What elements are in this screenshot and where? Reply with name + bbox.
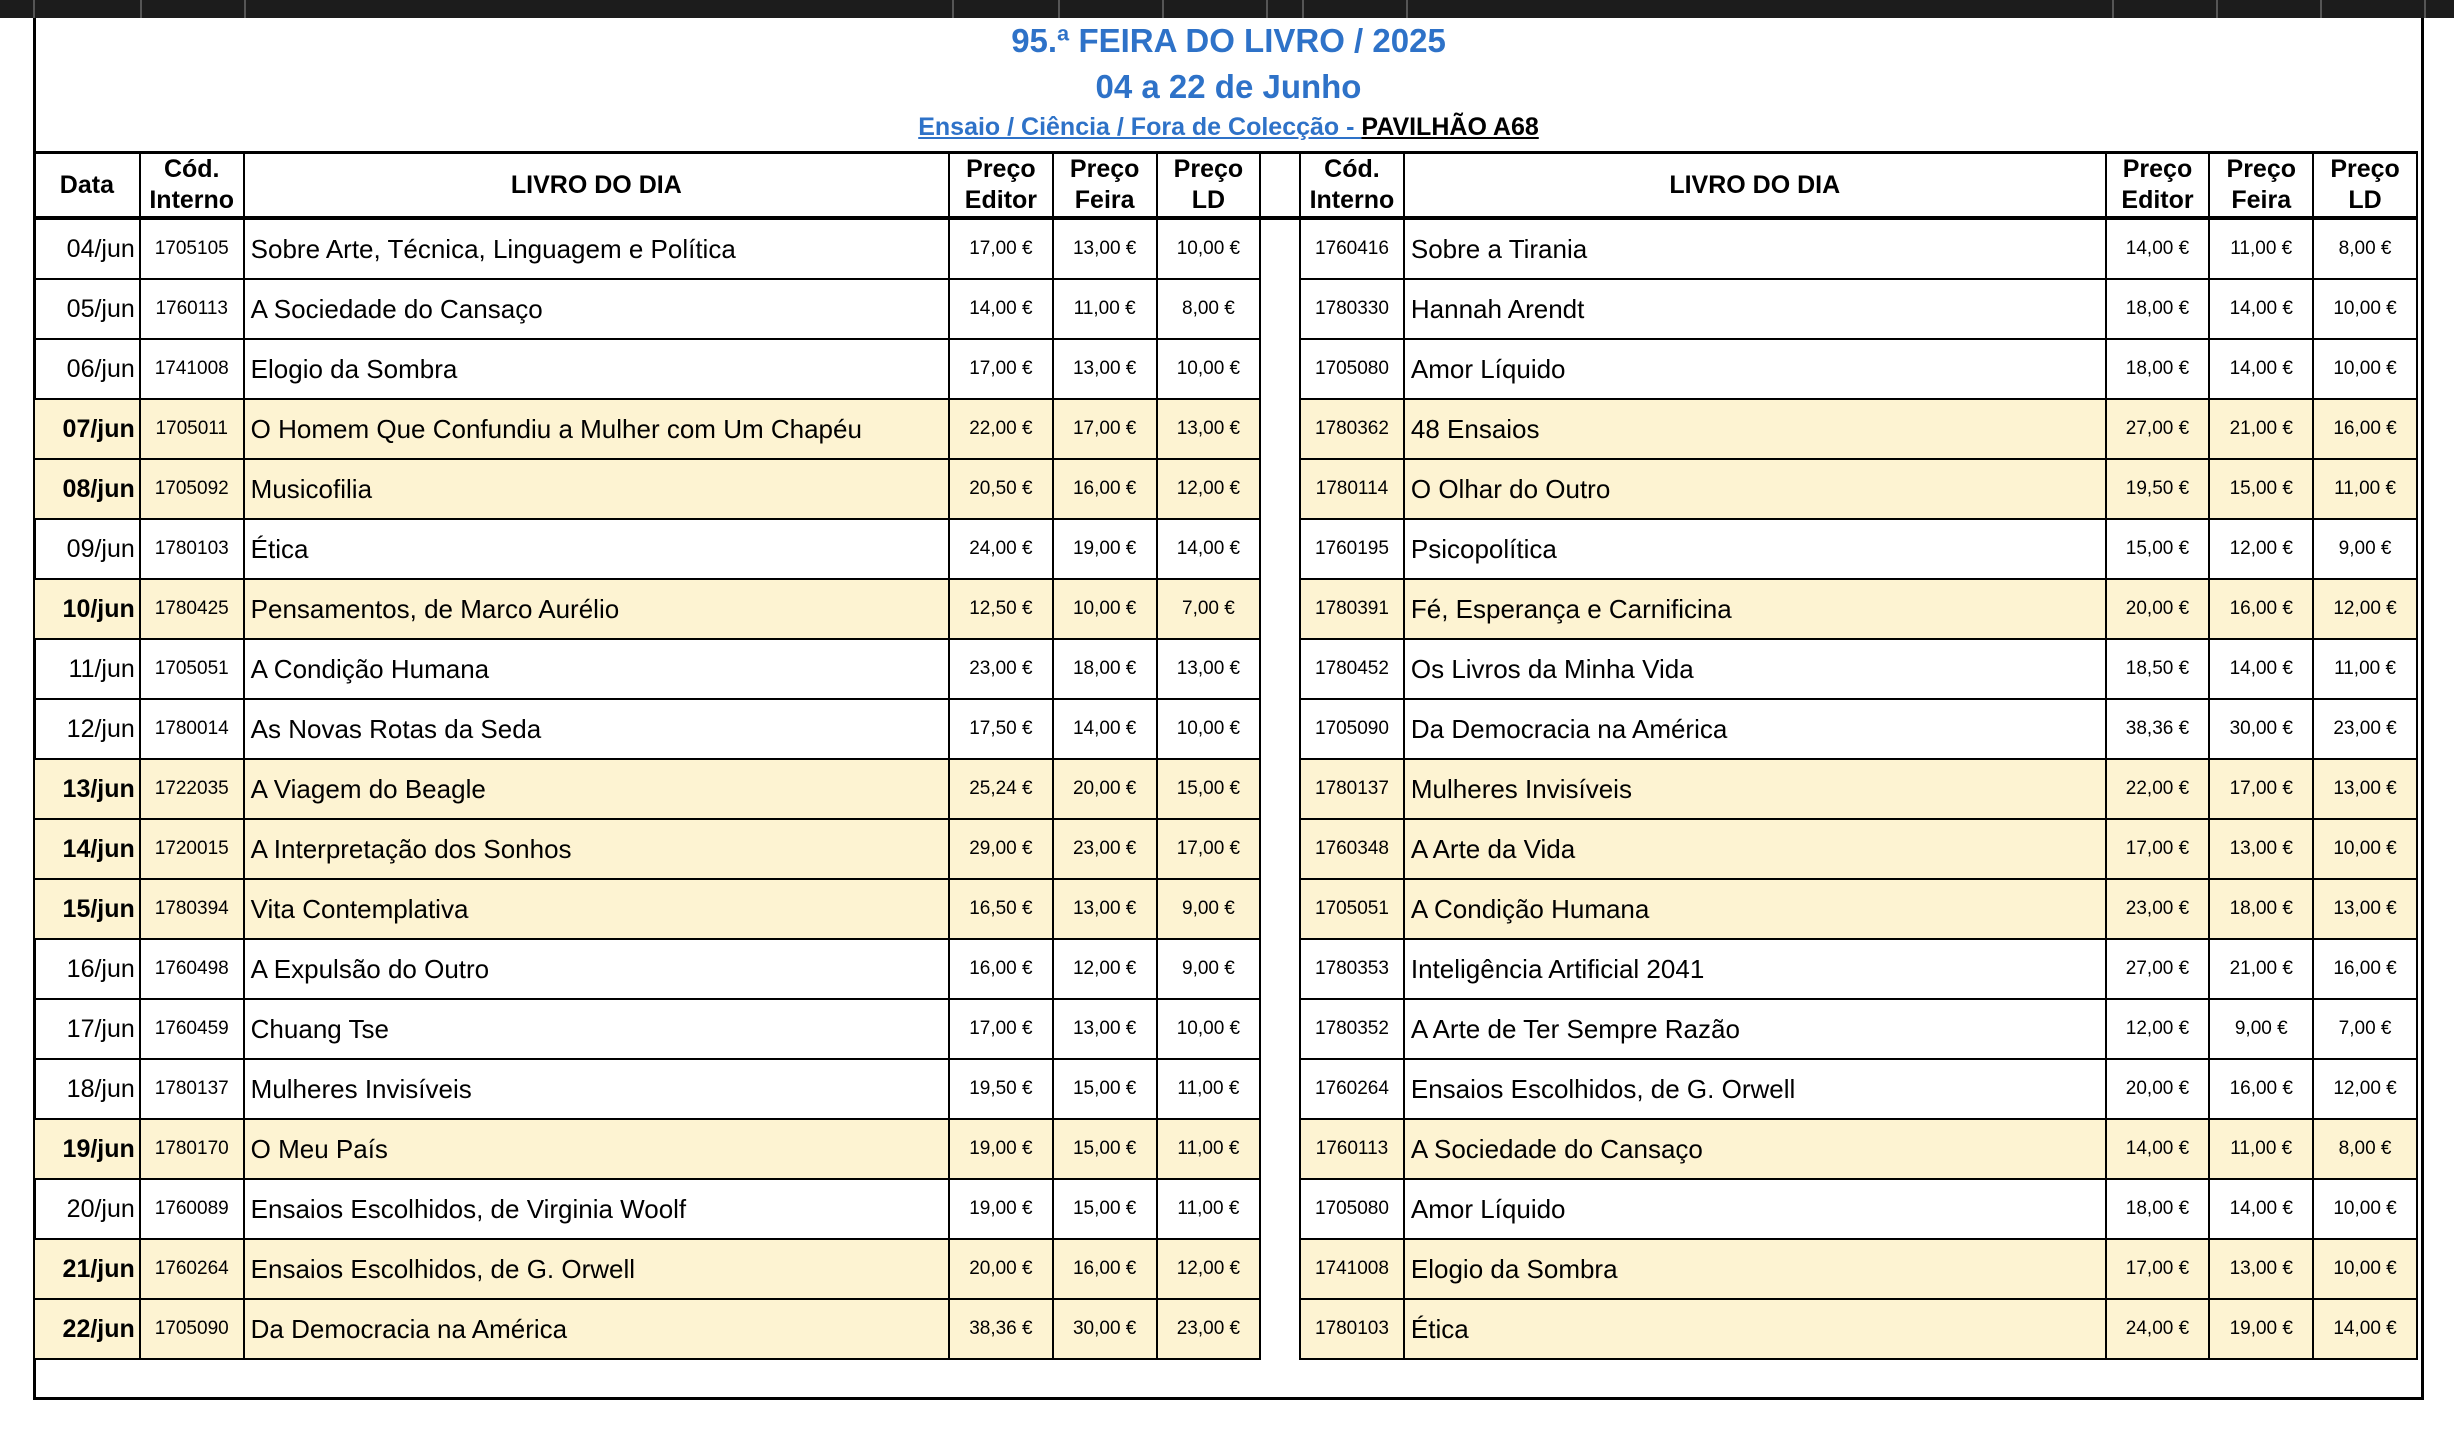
- fair-price-cell: 14,00 €: [2209, 1179, 2313, 1239]
- code-cell: 1741008: [140, 339, 244, 399]
- ld-price-cell: 14,00 €: [1157, 519, 1261, 579]
- ld-price-cell: 10,00 €: [2313, 819, 2417, 879]
- ld-price-cell: 12,00 €: [2313, 1059, 2417, 1119]
- editor-price-cell: 23,00 €: [2106, 879, 2210, 939]
- ld-price-cell: 11,00 €: [1157, 1119, 1261, 1179]
- book-title-cell: Da Democracia na América: [244, 1299, 949, 1359]
- col-book: LIVRO DO DIA: [244, 153, 949, 219]
- code-cell: 1705080: [1300, 339, 1404, 399]
- gap-cell: [1260, 459, 1300, 519]
- code-cell: 1760264: [1300, 1059, 1404, 1119]
- fair-price-cell: 17,00 €: [1053, 399, 1157, 459]
- gap-cell: [1260, 218, 1300, 279]
- column-divider-tick: [1162, 0, 1164, 18]
- ld-price-cell: 23,00 €: [2313, 699, 2417, 759]
- table-row: [34, 1059, 2417, 1119]
- code-cell: 1780362: [1300, 399, 1404, 459]
- table-row: [34, 759, 2417, 819]
- book-title-cell: Musicofilia: [244, 459, 949, 519]
- fair-price-cell: 18,00 €: [2209, 879, 2313, 939]
- fair-price-cell: 11,00 €: [1053, 279, 1157, 339]
- editor-price-cell: 18,00 €: [2106, 1179, 2210, 1239]
- book-title-cell: A Arte da Vida: [1404, 819, 2106, 879]
- ld-price-cell: 9,00 €: [1157, 939, 1261, 999]
- ld-price-cell: 8,00 €: [1157, 279, 1261, 339]
- book-title-cell: Sobre a Tirania: [1404, 218, 2106, 279]
- editor-price-cell: 23,00 €: [949, 639, 1053, 699]
- table-body: [34, 218, 2417, 1359]
- fair-price-cell: 30,00 €: [2209, 699, 2313, 759]
- fair-price-cell: 13,00 €: [1053, 999, 1157, 1059]
- fair-price-cell: 12,00 €: [1053, 939, 1157, 999]
- code-cell: 1705105: [140, 218, 244, 279]
- code-cell: 1705051: [1300, 879, 1404, 939]
- fair-price-cell: 15,00 €: [1053, 1179, 1157, 1239]
- gap-cell: [1260, 879, 1300, 939]
- col-code: Cód. Interno: [140, 153, 244, 219]
- ld-price-cell: 13,00 €: [1157, 639, 1261, 699]
- fair-title: 95.ª FEIRA DO LIVRO / 2025: [1011, 22, 1446, 59]
- ld-price-cell: 11,00 €: [2313, 459, 2417, 519]
- editor-price-cell: 14,00 €: [2106, 218, 2210, 279]
- code-cell: 1705011: [140, 399, 244, 459]
- editor-price-cell: 38,36 €: [2106, 699, 2210, 759]
- column-divider-tick: [2320, 0, 2322, 18]
- date-cell: 09/jun: [34, 519, 140, 579]
- book-title-cell: A Arte de Ter Sempre Razão: [1404, 999, 2106, 1059]
- editor-price-cell: 19,00 €: [949, 1179, 1053, 1239]
- code-cell: 1780137: [1300, 759, 1404, 819]
- spreadsheet-top-bar: [0, 0, 2454, 18]
- date-cell: 11/jun: [34, 639, 140, 699]
- fair-price-cell: 11,00 €: [2209, 218, 2313, 279]
- book-title-cell: Elogio da Sombra: [244, 339, 949, 399]
- ld-price-cell: 13,00 €: [2313, 879, 2417, 939]
- table-row: [34, 819, 2417, 879]
- fair-price-cell: 13,00 €: [2209, 819, 2313, 879]
- code-cell: 1780353: [1300, 939, 1404, 999]
- table-row: [34, 1299, 2417, 1359]
- book-title-cell: A Sociedade do Cansaço: [244, 279, 949, 339]
- fair-price-cell: 12,00 €: [2209, 519, 2313, 579]
- code-cell: 1780352: [1300, 999, 1404, 1059]
- table-row: [34, 879, 2417, 939]
- table-row: [34, 999, 2417, 1059]
- editor-price-cell: 17,00 €: [949, 339, 1053, 399]
- code-cell: 1722035: [140, 759, 244, 819]
- ld-price-cell: 16,00 €: [2313, 939, 2417, 999]
- code-cell: 1760498: [140, 939, 244, 999]
- ld-price-cell: 10,00 €: [2313, 1179, 2417, 1239]
- ld-price-cell: 12,00 €: [2313, 579, 2417, 639]
- editor-price-cell: 14,00 €: [949, 279, 1053, 339]
- book-title-cell: Ética: [1404, 1299, 2106, 1359]
- ld-price-cell: 11,00 €: [1157, 1179, 1261, 1239]
- col-gap: [1260, 153, 1300, 219]
- book-title-cell: Elogio da Sombra: [1404, 1239, 2106, 1299]
- book-title-cell: Os Livros da Minha Vida: [1404, 639, 2106, 699]
- col-fair-price: Preço Feira: [1053, 153, 1157, 219]
- date-cell: 22/jun: [34, 1299, 140, 1359]
- ld-price-cell: 11,00 €: [2313, 639, 2417, 699]
- ld-price-cell: 10,00 €: [1157, 218, 1261, 279]
- date-cell: 14/jun: [34, 819, 140, 879]
- editor-price-cell: 19,00 €: [949, 1119, 1053, 1179]
- code-cell: 1780103: [140, 519, 244, 579]
- column-divider-tick: [2216, 0, 2218, 18]
- ld-price-cell: 9,00 €: [2313, 519, 2417, 579]
- gap-cell: [1260, 699, 1300, 759]
- date-cell: 10/jun: [34, 579, 140, 639]
- gap-cell: [1260, 1239, 1300, 1299]
- fair-price-cell: 9,00 €: [2209, 999, 2313, 1059]
- category-line: [36, 113, 2421, 142]
- date-cell: 05/jun: [34, 279, 140, 339]
- editor-price-cell: 17,00 €: [2106, 1239, 2210, 1299]
- fair-price-cell: 13,00 €: [1053, 339, 1157, 399]
- col-ld-price-2: Preço LD: [2313, 153, 2417, 219]
- fair-price-cell: 15,00 €: [1053, 1119, 1157, 1179]
- code-cell: 1720015: [140, 819, 244, 879]
- gap-cell: [1260, 759, 1300, 819]
- fair-price-cell: 14,00 €: [1053, 699, 1157, 759]
- code-cell: 1760113: [1300, 1119, 1404, 1179]
- book-title-cell: Mulheres Invisíveis: [244, 1059, 949, 1119]
- ld-price-cell: 14,00 €: [2313, 1299, 2417, 1359]
- date-cell: 08/jun: [34, 459, 140, 519]
- col-editor-price: Preço Editor: [949, 153, 1053, 219]
- table-row: [34, 1239, 2417, 1299]
- gap-cell: [1260, 1299, 1300, 1359]
- book-title-cell: Inteligência Artificial 2041: [1404, 939, 2106, 999]
- fair-price-cell: 19,00 €: [1053, 519, 1157, 579]
- code-cell: 1705090: [140, 1299, 244, 1359]
- fair-price-cell: 15,00 €: [1053, 1059, 1157, 1119]
- code-cell: 1780114: [1300, 459, 1404, 519]
- book-title-cell: A Viagem do Beagle: [244, 759, 949, 819]
- editor-price-cell: 15,00 €: [2106, 519, 2210, 579]
- column-divider-tick: [1058, 0, 1060, 18]
- ld-price-cell: 10,00 €: [1157, 699, 1261, 759]
- editor-price-cell: 12,00 €: [2106, 999, 2210, 1059]
- category-label: Ensaio / Ciência / Fora de Colecção -: [918, 113, 1362, 141]
- editor-price-cell: 27,00 €: [2106, 939, 2210, 999]
- date-cell: 21/jun: [34, 1239, 140, 1299]
- editor-price-cell: 19,50 €: [2106, 459, 2210, 519]
- editor-price-cell: 20,00 €: [2106, 579, 2210, 639]
- table-header-row: [34, 153, 2417, 219]
- book-title-cell: Ensaios Escolhidos, de G. Orwell: [244, 1239, 949, 1299]
- fair-price-cell: 21,00 €: [2209, 399, 2313, 459]
- ld-price-cell: 11,00 €: [1157, 1059, 1261, 1119]
- book-title-cell: Ética: [244, 519, 949, 579]
- book-title-cell: A Expulsão do Outro: [244, 939, 949, 999]
- ld-price-cell: 10,00 €: [2313, 339, 2417, 399]
- book-title-cell: Amor Líquido: [1404, 1179, 2106, 1239]
- fair-price-cell: 13,00 €: [1053, 879, 1157, 939]
- book-title-cell: Mulheres Invisíveis: [1404, 759, 2106, 819]
- date-cell: 18/jun: [34, 1059, 140, 1119]
- book-title-cell: Ensaios Escolhidos, de G. Orwell: [1404, 1059, 2106, 1119]
- table-row: [34, 519, 2417, 579]
- date-cell: 20/jun: [34, 1179, 140, 1239]
- gap-cell: [1260, 1179, 1300, 1239]
- gap-cell: [1260, 399, 1300, 459]
- book-title-cell: Amor Líquido: [1404, 339, 2106, 399]
- fair-price-cell: 13,00 €: [2209, 1239, 2313, 1299]
- date-cell: 17/jun: [34, 999, 140, 1059]
- code-cell: 1780425: [140, 579, 244, 639]
- book-of-the-day-table: [33, 151, 2418, 1360]
- ld-price-cell: 12,00 €: [1157, 459, 1261, 519]
- fair-price-cell: 14,00 €: [2209, 639, 2313, 699]
- code-cell: 1741008: [1300, 1239, 1404, 1299]
- code-cell: 1760264: [140, 1239, 244, 1299]
- editor-price-cell: 19,50 €: [949, 1059, 1053, 1119]
- code-cell: 1760113: [140, 279, 244, 339]
- book-title-cell: O Homem Que Confundiu a Mulher com Um Chapéu: [244, 399, 949, 459]
- col-book-2: LIVRO DO DIA: [1404, 153, 2106, 219]
- editor-price-cell: 24,00 €: [2106, 1299, 2210, 1359]
- book-title-cell: 48 Ensaios: [1404, 399, 2106, 459]
- editor-price-cell: 16,00 €: [949, 939, 1053, 999]
- gap-cell: [1260, 939, 1300, 999]
- table-row: [34, 279, 2417, 339]
- code-cell: 1780103: [1300, 1299, 1404, 1359]
- fair-price-cell: 19,00 €: [2209, 1299, 2313, 1359]
- col-fair-price-2: Preço Feira: [2209, 153, 2313, 219]
- ld-price-cell: 23,00 €: [1157, 1299, 1261, 1359]
- editor-price-cell: 22,00 €: [2106, 759, 2210, 819]
- table-row: [34, 218, 2417, 279]
- fair-price-cell: 30,00 €: [1053, 1299, 1157, 1359]
- date-cell: 07/jun: [34, 399, 140, 459]
- column-divider-tick: [140, 0, 142, 18]
- column-divider-tick: [1266, 0, 1268, 18]
- gap-cell: [1260, 1119, 1300, 1179]
- pavilion-label: PAVILHÃO A68: [1361, 113, 1539, 141]
- col-editor-price-2: Preço Editor: [2106, 153, 2210, 219]
- ld-price-cell: 17,00 €: [1157, 819, 1261, 879]
- table-row: [34, 939, 2417, 999]
- fair-price-cell: 18,00 €: [1053, 639, 1157, 699]
- code-cell: 1705051: [140, 639, 244, 699]
- book-title-cell: Hannah Arendt: [1404, 279, 2106, 339]
- book-title-cell: Psicopolítica: [1404, 519, 2106, 579]
- code-cell: 1780170: [140, 1119, 244, 1179]
- ld-price-cell: 12,00 €: [1157, 1239, 1261, 1299]
- code-cell: 1705080: [1300, 1179, 1404, 1239]
- column-divider-tick: [2112, 0, 2114, 18]
- ld-price-cell: 13,00 €: [2313, 759, 2417, 819]
- code-cell: 1760195: [1300, 519, 1404, 579]
- editor-price-cell: 25,24 €: [949, 759, 1053, 819]
- gap-cell: [1260, 519, 1300, 579]
- editor-price-cell: 17,00 €: [2106, 819, 2210, 879]
- column-divider-tick: [2424, 0, 2426, 18]
- fair-price-cell: 20,00 €: [1053, 759, 1157, 819]
- code-cell: 1705092: [140, 459, 244, 519]
- date-cell: 19/jun: [34, 1119, 140, 1179]
- editor-price-cell: 14,00 €: [2106, 1119, 2210, 1179]
- date-cell: 16/jun: [34, 939, 140, 999]
- ld-price-cell: 10,00 €: [1157, 999, 1261, 1059]
- table-row: [34, 459, 2417, 519]
- table-row: [34, 1119, 2417, 1179]
- fair-price-cell: 13,00 €: [1053, 218, 1157, 279]
- editor-price-cell: 29,00 €: [949, 819, 1053, 879]
- col-code-2: Cód. Interno: [1300, 153, 1404, 219]
- code-cell: 1760348: [1300, 819, 1404, 879]
- book-title-cell: O Olhar do Outro: [1404, 459, 2106, 519]
- date-cell: 12/jun: [34, 699, 140, 759]
- editor-price-cell: 24,00 €: [949, 519, 1053, 579]
- book-title-cell: A Interpretação dos Sonhos: [244, 819, 949, 879]
- book-title-cell: Vita Contemplativa: [244, 879, 949, 939]
- ld-price-cell: 7,00 €: [1157, 579, 1261, 639]
- code-cell: 1780014: [140, 699, 244, 759]
- column-divider-tick: [244, 0, 246, 18]
- fair-price-cell: 16,00 €: [2209, 1059, 2313, 1119]
- book-title-cell: A Sociedade do Cansaço: [1404, 1119, 2106, 1179]
- book-fair-sheet: [33, 18, 2424, 1400]
- editor-price-cell: 38,36 €: [949, 1299, 1053, 1359]
- book-title-cell: Sobre Arte, Técnica, Linguagem e Política: [244, 218, 949, 279]
- ld-price-cell: 9,00 €: [1157, 879, 1261, 939]
- editor-price-cell: 17,00 €: [949, 999, 1053, 1059]
- gap-cell: [1260, 279, 1300, 339]
- code-cell: 1760089: [140, 1179, 244, 1239]
- code-cell: 1780330: [1300, 279, 1404, 339]
- ld-price-cell: 16,00 €: [2313, 399, 2417, 459]
- editor-price-cell: 18,00 €: [2106, 339, 2210, 399]
- ld-price-cell: 10,00 €: [1157, 339, 1261, 399]
- ld-price-cell: 10,00 €: [2313, 279, 2417, 339]
- date-cell: 15/jun: [34, 879, 140, 939]
- table-row: [34, 699, 2417, 759]
- code-cell: 1705090: [1300, 699, 1404, 759]
- column-divider-tick: [952, 0, 954, 18]
- code-cell: 1780137: [140, 1059, 244, 1119]
- fair-price-cell: 14,00 €: [2209, 279, 2313, 339]
- code-cell: 1760459: [140, 999, 244, 1059]
- ld-price-cell: 10,00 €: [2313, 1239, 2417, 1299]
- editor-price-cell: 16,50 €: [949, 879, 1053, 939]
- title-block: [36, 18, 2421, 151]
- table-row: [34, 579, 2417, 639]
- editor-price-cell: 17,00 €: [949, 218, 1053, 279]
- editor-price-cell: 20,50 €: [949, 459, 1053, 519]
- code-cell: 1780391: [1300, 579, 1404, 639]
- gap-cell: [1260, 639, 1300, 699]
- column-divider-tick: [1302, 0, 1304, 18]
- fair-price-cell: 14,00 €: [2209, 339, 2313, 399]
- fair-price-cell: 17,00 €: [2209, 759, 2313, 819]
- code-cell: 1760416: [1300, 218, 1404, 279]
- ld-price-cell: 8,00 €: [2313, 218, 2417, 279]
- gap-cell: [1260, 339, 1300, 399]
- fair-price-cell: 21,00 €: [2209, 939, 2313, 999]
- book-title-cell: Ensaios Escolhidos, de Virginia Woolf: [244, 1179, 949, 1239]
- editor-price-cell: 22,00 €: [949, 399, 1053, 459]
- editor-price-cell: 20,00 €: [2106, 1059, 2210, 1119]
- date-cell: 06/jun: [34, 339, 140, 399]
- ld-price-cell: 13,00 €: [1157, 399, 1261, 459]
- fair-price-cell: 16,00 €: [1053, 459, 1157, 519]
- date-cell: 04/jun: [34, 218, 140, 279]
- gap-cell: [1260, 1059, 1300, 1119]
- editor-price-cell: 27,00 €: [2106, 399, 2210, 459]
- fair-price-cell: 15,00 €: [2209, 459, 2313, 519]
- ld-price-cell: 8,00 €: [2313, 1119, 2417, 1179]
- fair-price-cell: 10,00 €: [1053, 579, 1157, 639]
- table-row: [34, 1179, 2417, 1239]
- date-cell: 13/jun: [34, 759, 140, 819]
- book-title-cell: A Condição Humana: [1404, 879, 2106, 939]
- fair-price-cell: 16,00 €: [2209, 579, 2313, 639]
- book-title-cell: Fé, Esperança e Carnificina: [1404, 579, 2106, 639]
- table-row: [34, 339, 2417, 399]
- fair-dates: 04 a 22 de Junho: [1095, 68, 1362, 105]
- book-title-cell: Da Democracia na América: [1404, 699, 2106, 759]
- fair-price-cell: 16,00 €: [1053, 1239, 1157, 1299]
- fair-price-cell: 23,00 €: [1053, 819, 1157, 879]
- table-row: [34, 399, 2417, 459]
- column-divider-tick: [1406, 0, 1408, 18]
- code-cell: 1780452: [1300, 639, 1404, 699]
- book-title-cell: Chuang Tse: [244, 999, 949, 1059]
- col-ld-price: Preço LD: [1157, 153, 1261, 219]
- gap-cell: [1260, 819, 1300, 879]
- editor-price-cell: 17,50 €: [949, 699, 1053, 759]
- editor-price-cell: 18,00 €: [2106, 279, 2210, 339]
- col-date: Data: [34, 153, 140, 219]
- table-row: [34, 639, 2417, 699]
- book-title-cell: Pensamentos, de Marco Aurélio: [244, 579, 949, 639]
- column-divider-tick: [33, 0, 35, 18]
- book-title-cell: As Novas Rotas da Seda: [244, 699, 949, 759]
- editor-price-cell: 18,50 €: [2106, 639, 2210, 699]
- gap-cell: [1260, 579, 1300, 639]
- ld-price-cell: 7,00 €: [2313, 999, 2417, 1059]
- editor-price-cell: 20,00 €: [949, 1239, 1053, 1299]
- editor-price-cell: 12,50 €: [949, 579, 1053, 639]
- code-cell: 1780394: [140, 879, 244, 939]
- book-title-cell: O Meu País: [244, 1119, 949, 1179]
- gap-cell: [1260, 999, 1300, 1059]
- book-title-cell: A Condição Humana: [244, 639, 949, 699]
- fair-price-cell: 11,00 €: [2209, 1119, 2313, 1179]
- ld-price-cell: 15,00 €: [1157, 759, 1261, 819]
